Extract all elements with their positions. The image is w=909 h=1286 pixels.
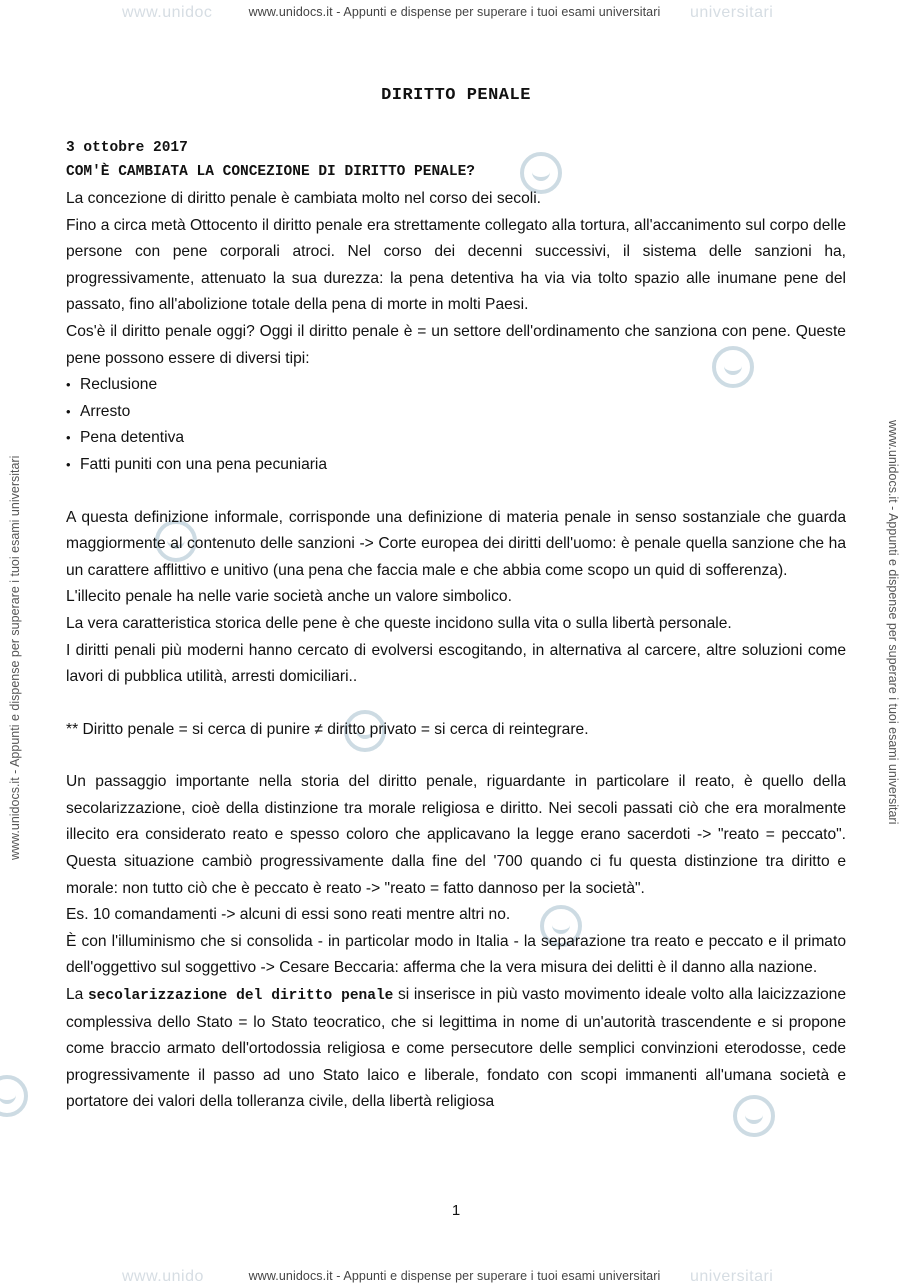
watermark-footer: www.unidocs.it - Appunti e dispense per superare i tuoi esami universitari bbox=[248, 1269, 661, 1283]
watermark-faint-text: universitari bbox=[690, 1268, 774, 1285]
paragraph-text: La bbox=[66, 986, 88, 1004]
bold-term: secolarizzazione del diritto penale bbox=[87, 988, 394, 1005]
paragraph: I diritti penali più moderni hanno cercato di evolversi escogitando, in alternativa al carcere, altre soluzioni come lavori di pubblica utilità, arresti domiciliari.. bbox=[66, 641, 846, 686]
lecture-date: 3 ottobre 2017 bbox=[66, 140, 188, 156]
list-item: • Fatti puniti con una pena pecuniaria bbox=[66, 452, 846, 479]
paragraph: Un passaggio importante nella storia del diritto penale, riguardante in particolare il reato, è quello della secolarizzazione, cioè della distinzione tra morale religiosa e diritto. Nei secoli passati ciò che era moralmente illecito era considerato reato e spesso coloro che applicavano la legge erano sacerdoti -> "reato = peccato". Questa situazione cambiò progressivamente dalla fine del '700 quando ci fu questa distinzione tra diritto e morale: non tutto ciò che è peccato è reato -> "reato = fatto dannoso per la società". bbox=[66, 773, 846, 897]
list-item: • Arresto bbox=[66, 399, 846, 426]
paragraph-text: si inserisce in più vasto movimento ideale volto alla laicizzazione complessiva dello Stato = lo Stato teocratico, che si legittima in nome di un'autorità trascendente e si propone come braccio armato dell'ortodossia religiosa e come persecutore delle semplici convinzioni eterodosse, cede progressivamente il passo ad uno Stato laico e liberale, fondato con scopi immanenti all'umana società e portatore dei valori della tolleranza civile, della libertà religiosa bbox=[66, 986, 846, 1111]
list-item: • Pena detentiva bbox=[66, 425, 846, 452]
paragraph: La vera caratteristica storica delle pene è che queste incidono sulla vita o sulla libertà personale. bbox=[66, 614, 732, 632]
list-item: • Reclusione bbox=[66, 372, 846, 399]
paragraph: È con l'illuminismo che si consolida - in particolar modo in Italia - la separazione tra reato e peccato e il primato dell'oggettivo sul soggettivo -> Cesare Beccaria: afferma che la vera misura dei delitti è il danno alla nazione. bbox=[66, 932, 846, 977]
penalty-list bbox=[66, 372, 846, 478]
paragraph: L'illecito penale ha nelle varie società anche un valore simbolico. bbox=[66, 588, 512, 606]
watermark-faint-text: www.unido bbox=[122, 1268, 204, 1285]
section-heading: COM'È CAMBIATA LA CONCEZIONE DI DIRITTO PENALE? bbox=[66, 164, 475, 180]
paragraph bbox=[66, 982, 846, 1116]
paragraph: Fino a circa metà Ottocento il diritto penale era strettamente collegato alla tortura, all'accanimento sul corpo delle persone con pene corporali atroci. Nel corso dei decenni successivi, il sistema delle sanzioni ha, progressivamente, attenuato la sua durezza: la pena detentiva ha via via tolto spazio alle inumane pene del passato, fino all'abolizione totale della pena di morte in molti Paesi. bbox=[66, 216, 846, 314]
watermark-side-left: www.unidocs.it - Appunti e dispense per superare i tuoi esami universitari bbox=[8, 455, 22, 860]
document-body bbox=[66, 186, 846, 1116]
watermark-faint-text: universitari bbox=[690, 4, 774, 21]
paragraph: A questa definizione informale, corrisponde una definizione di materia penale in senso sostanziale che guarda maggiormente al contenuto delle sanzioni -> Corte europea dei diritti dell'uomo: è penale quella sanzione che ha un carattere afflittivo e unitivo (una pena che faccia male e che abbia come scopo un quid di sofferenza). bbox=[66, 508, 846, 579]
note-paragraph: ** Diritto penale = si cerca di punire ≠ diritto privato = si cerca di reintegrare. bbox=[66, 720, 589, 738]
paragraph: La concezione di diritto penale è cambiata molto nel corso dei secoli. bbox=[66, 190, 542, 207]
watermark-faint-text: www.unidoc bbox=[122, 4, 213, 21]
watermark-header: www.unidocs.it - Appunti e dispense per superare i tuoi esami universitari bbox=[248, 5, 661, 19]
paragraph: Cos'è il diritto penale oggi? Oggi il diritto penale è = un settore dell'ordinamento che sanziona con pene. Queste pene possono essere di diversi tipi: bbox=[66, 322, 846, 367]
watermark-logo-icon bbox=[0, 1075, 28, 1117]
watermark-side-right: www.unidocs.it - Appunti e dispense per superare i tuoi esami universitari bbox=[886, 420, 900, 825]
page-number: 1 bbox=[451, 1202, 461, 1219]
document-title: DIRITTO PENALE bbox=[381, 86, 531, 105]
paragraph: Es. 10 comandamenti -> alcuni di essi sono reati mentre altri no. bbox=[66, 906, 511, 924]
